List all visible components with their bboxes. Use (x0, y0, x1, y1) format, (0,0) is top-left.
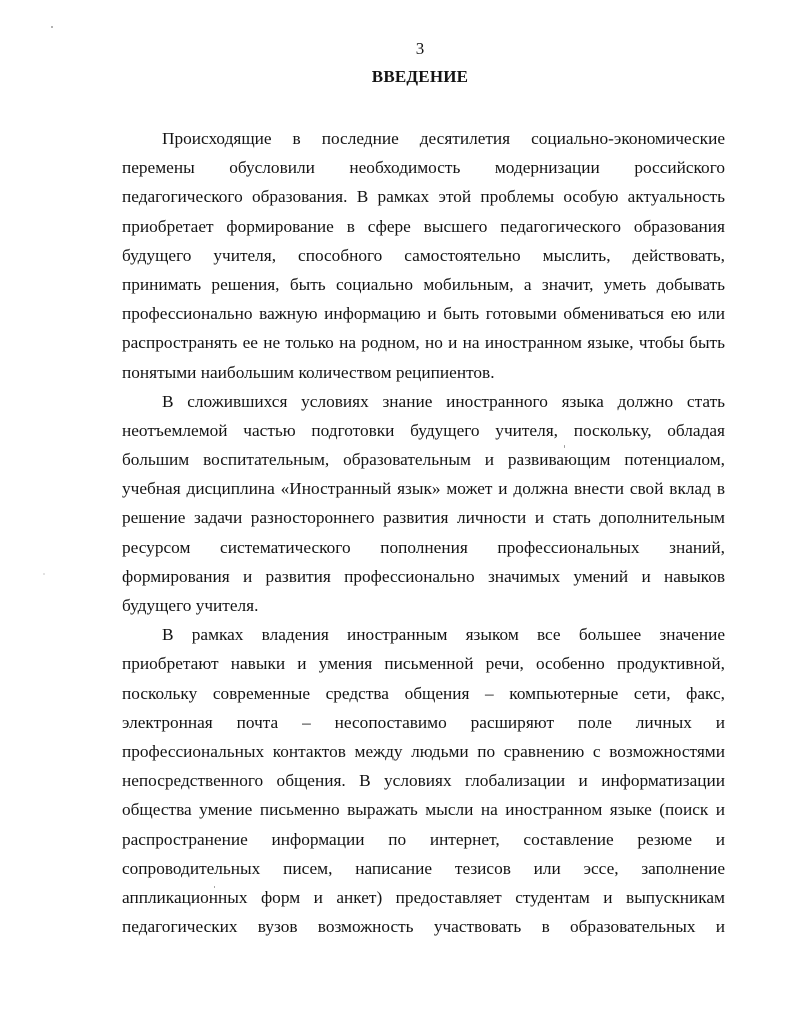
text-line: непосредственного общения. В условиях глобализации и информатизации (122, 771, 725, 791)
text-line: электронная почта – несопоставимо расширяют поле личных и (122, 712, 725, 732)
text-line: профессиональных контактов между людьми по сравнению с возможностями (122, 741, 725, 761)
text-line: принимать решения, быть социально мобильным, а значит, уметь добывать (122, 274, 725, 294)
text-line: поскольку современные средства общения – компьютерные сети, факс, (122, 683, 725, 703)
scan-speck (51, 26, 53, 28)
text-line: учебная дисциплина «Иностранный язык» может и должна внести свой вклад в (122, 479, 725, 499)
paragraph-3 (122, 620, 725, 941)
text-line: Происходящие в последние десятилетия социально-экономические (162, 129, 725, 148)
text-line: неотъемлемой частью подготовки будущего учителя, поскольку, обладая (122, 420, 725, 440)
paragraph-1 (122, 124, 725, 387)
paragraph-2 (122, 387, 725, 621)
text-line: ресурсом систематического пополнения профессиональных знаний, (122, 537, 725, 557)
page-number: 3 (415, 39, 425, 58)
text-line: будущего учителя. (122, 596, 259, 615)
text-line: педагогических вузов возможность участвовать в образовательных и (122, 917, 725, 937)
text-line: большим воспитательным, образовательным и развивающим потенциалом, (122, 450, 725, 470)
text-line: распространение информации по интернет, составление резюме и (122, 829, 725, 849)
text-line: профессионально важную информацию и быть готовыми обмениваться ею или (122, 304, 725, 324)
text-line: педагогического образования. В рамках этой проблемы особую актуальность (122, 187, 725, 207)
text-line: В сложившихся условиях знание иностранного языка должно стать (162, 391, 725, 411)
text-line: перемены обусловили необходимость модернизации российского (122, 158, 725, 178)
text-line: сопроводительных писем, написание тезисов или эссе, заполнение (122, 858, 725, 878)
text-line: аппликационных форм и анкет) предоставляет студентам и выпускникам (122, 887, 725, 907)
text-line: понятыми наибольшим количеством реципиентов. (122, 362, 495, 382)
text-line: будущего учителя, способного самостоятельно мыслить, действовать, (122, 245, 725, 265)
text-line: приобретают навыки и умения письменной речи, особенно продуктивной, (122, 654, 725, 674)
page-title: ВВЕДЕНИЕ (371, 67, 469, 86)
text-line: распространять ее не только на родном, но и на иностранном языке, чтобы быть (122, 333, 725, 353)
text-line: В рамках владения иностранным языком все большее значение (162, 625, 725, 645)
text-line: формирования и развития профессионально значимых умений и навыков (122, 566, 725, 586)
text-line: общества умение письменно выражать мысли на иностранном языке (поиск и (122, 800, 725, 820)
text-line: приобретает формирование в сфере высшего педагогического образования (122, 216, 725, 236)
text-line: решение задачи разностороннего развития личности и стать дополнительным (122, 508, 725, 528)
body-text (122, 124, 725, 941)
scan-speck (43, 573, 45, 575)
